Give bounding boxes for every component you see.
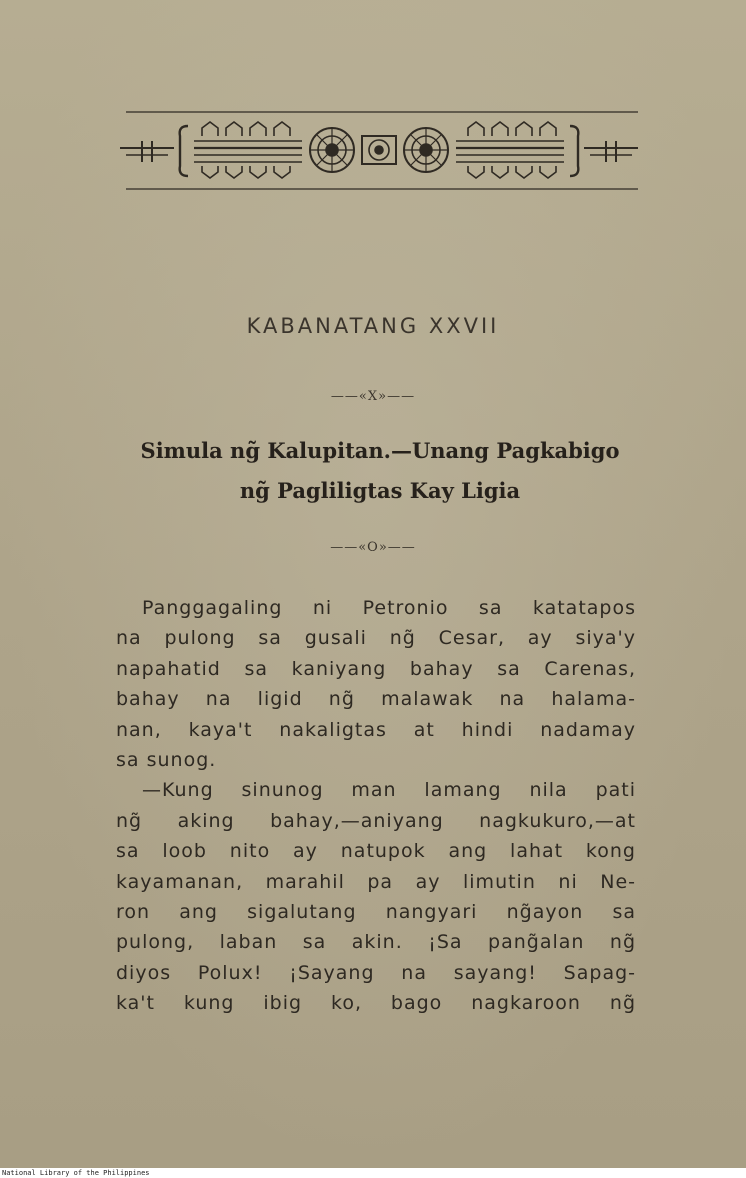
chapter-title-line-2: ng̃ Pagliligtas Kay Ligia: [239, 478, 521, 503]
body-line: ron ang sigalutang nangyari ng̃ayon sa: [116, 900, 636, 923]
body-line: kayamanan, marahil pa ay limutin ni Ne-: [116, 870, 636, 893]
body-line: na pulong sa gusali ng̃ Cesar, ay siya'y: [116, 627, 636, 650]
body-line: bahay na ligid ng̃ malawak na halama-: [116, 688, 636, 711]
separator-bottom: ——«O»——: [330, 540, 416, 555]
chapter-title-line-1: Simula ng̃ Kalupitan.—Unang Pagkabigo: [140, 438, 620, 463]
body-line: pulong, laban sa akin. ¡Sa pang̃alan ng̃: [116, 931, 636, 954]
body-line: napahatid sa kaniyang bahay sa Carenas,: [116, 657, 636, 680]
separator-top: ——«X»——: [330, 389, 416, 404]
body-paragraphs: [116, 593, 636, 1018]
body-line: —Kung sinunog man lamang nila pati: [142, 779, 636, 802]
footer-bar: [0, 1168, 746, 1178]
body-line: sa loob nito ay natupok ang lahat kong: [116, 840, 636, 863]
chapter-heading: KABANATANG XXVII: [246, 314, 500, 338]
footer-credit: National Library of the Philippines: [2, 1169, 150, 1177]
body-line: diyos Polux! ¡Sayang na sayang! Sapag-: [116, 961, 636, 984]
decorative-header-ornament: [118, 108, 640, 194]
body-line: sa sunog.: [116, 748, 217, 771]
body-line: ng̃ aking bahay,—aniyang nagkukuro,—at: [116, 809, 636, 832]
body-line: ka't kung ibig ko, bago nagkaroon ng̃: [116, 992, 636, 1015]
body-line: Panggagaling ni Petronio sa katatapos: [142, 597, 636, 619]
body-line: nan, kaya't nakaligtas at hindi nadamay: [116, 718, 636, 741]
